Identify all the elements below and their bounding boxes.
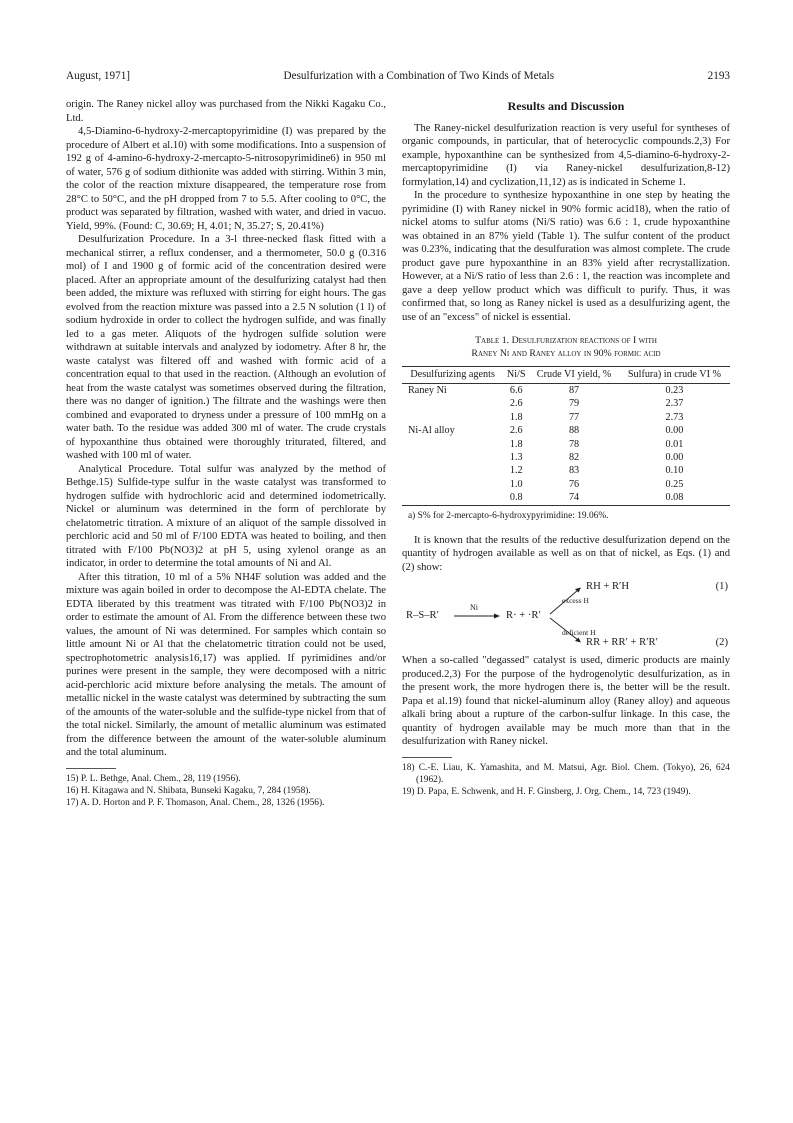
table-cell: 0.10 — [665, 465, 684, 477]
table-cell: 1.0 — [509, 478, 523, 490]
footnotes — [402, 762, 730, 798]
table-note: a) S% for 2-mercapto-6-hydroxypyrimidine: 19.06%. — [408, 511, 609, 522]
scheme-intermediate: R· + ·R′ — [506, 610, 541, 622]
table-row — [402, 465, 730, 478]
table-cell: 88 — [568, 425, 580, 437]
table-cell: 82 — [568, 451, 580, 463]
paragraph: The Raney-nickel desulfurization reaction is very useful for syntheses of organic compounds, in particular, that of heterocyclic compounds.2,3) For example, hypoxanthine can be synthesized from 4,5-diamino-6-hydroxy-2-mercaptopyrimidine (I) via Raney-nickel desulfurization,8-12) formylation,14) and cyclization,11,12) as is indicated in Scheme 1. — [402, 122, 730, 188]
table-row — [402, 492, 730, 506]
table-cell: Ni-Al alloy — [408, 425, 455, 437]
table-cell: 79 — [568, 398, 580, 410]
section-heading: Results and Discussion — [507, 99, 625, 113]
paragraph: It is known that the results of the reductive desulfurization depend on the quantity of hydrogen available as well as on that of nickel, as Eqs. (1) and (2) show: — [402, 534, 730, 573]
table-caption-line: Table 1. Desulfurization reactions of I with — [475, 335, 657, 346]
footnote: 18) C.-E. Liau, K. Yamashita, and M. Matsui, Agr. Biol. Chem. (Tokyo), 26, 624 (1962). — [402, 762, 730, 785]
table-cell: 0.8 — [509, 492, 523, 504]
scheme-catalyst: Ni — [470, 603, 478, 613]
scheme-product-2: RR + RR′ + R′R′ — [586, 637, 658, 649]
table-cell: 0.25 — [665, 478, 684, 490]
scheme-excess-label: excess H — [562, 596, 589, 606]
footnotes — [66, 773, 386, 809]
table-cell: 77 — [568, 411, 580, 423]
table-cell — [402, 398, 503, 411]
table-row — [402, 438, 730, 451]
results-table — [402, 366, 730, 506]
table-row — [402, 451, 730, 464]
table-cell: 74 — [568, 492, 580, 504]
table-row — [402, 478, 730, 491]
table-cell: 0.08 — [665, 492, 684, 504]
footnote: 15) P. L. Bethge, Anal. Chem., 28, 119 (1956). — [66, 773, 241, 784]
table-cell: 0.00 — [665, 451, 684, 463]
paragraph: When a so-called "degassed" catalyst is used, dimeric products are mainly produced.2,3) For the purpose of the hydrogenolytic desulfurization, as in the present work, the more hydrogen there is, the better will be the result. Papa et al.19) found that nickel-aluminum alloy (Raney alloy) and aqueous alkali bring about a rupture of the carbon-sulfur linkage. In this case, the quantity of hydrogen available may be much more than that in the desulfurization with Raney nickel. — [402, 655, 730, 748]
footnote: 19) D. Papa, E. Schwenk, and H. F. Ginsberg, J. Org. Chem., 14, 723 (1949). — [402, 786, 691, 797]
table-cell: 2.6 — [509, 425, 523, 437]
table-cell: 1.3 — [509, 451, 523, 463]
table-cell: 0.01 — [665, 438, 684, 450]
paragraph: Analytical Procedure. Total sulfur was analyzed by the method of Bethge.15) Sulfide-type sulfur in the waste catalyst was transformed to hydrogen sulfide with hydrochloric acid and determined iodometrically. Nickel or aluminum was determined in the form of perchlorate by chelatometric titration. A mixture of an aliquot of the sample dissolved in perchloric acid and 50 ml of F/100 EDTA was heated to boiling, and then titrated with F/100 Pb(NO3)2 at pH 5, using xylenol orange as an indicator, in order to determine the total amounts of Ni and Al. — [66, 463, 386, 569]
table-cell — [402, 465, 503, 478]
footnote: 17) A. D. Horton and P. F. Thomason, Anal. Chem., 28, 1326 (1956). — [66, 797, 325, 808]
table-cell: 1.2 — [509, 465, 523, 477]
table-cell — [402, 492, 503, 506]
table-cell: 0.23 — [665, 384, 684, 396]
table-cell: 0.00 — [665, 425, 684, 437]
paragraph: Desulfurization Procedure. In a 3-l three-necked flask fitted with a mechanical stirrer, a reflux condenser, and a thermometer, 50.0 g (0.316 mol) of I and 1900 g of formic acid of the concentration desired were placed. After an appropriate amount of the desulfurizing catalyst had then been added, the mixture was refluxed with stirring for eight hours. The gas evolved from the reaction mixture was passed into a 2.5 N solution (1 l) of sodium hydroxide in order to collect the hydrogen sulfide, and was finally led to a gas meter. Aliquots of the hydrogen sulfide solution were withdrawn at suitable intervals and analyzed by iodometry. After 8 hr, the waste catalyst was filtered off and washed with formic acid of a concentration equal to that used in the reaction. (Although an evolution of heat from the waste catalyst was sometimes observed during the filtration, there was no danger of ignition.) The filtrate and the washings were then combined and evaporated to dryness under a pressure of 100 mmHg on a water bath. To the residue was added 300 ml of water. The crude crystals of hypoxanthine thus obtained were thoroughly triturated, filtered, and washed with 100 ml of water. — [66, 234, 386, 461]
scheme-deficient-label: deficient H — [562, 628, 596, 638]
header-date: August, 1971] — [66, 70, 131, 82]
left-column — [66, 98, 386, 809]
equation-number-1: (1) — [715, 581, 728, 593]
scheme-reactant: R–S–R′ — [406, 610, 439, 622]
footnote: 16) H. Kitagawa and N. Shibata, Bunseki Kagaku, 7, 284 (1958). — [66, 785, 311, 796]
table-row — [402, 398, 730, 411]
table-cell: Raney Ni — [408, 384, 447, 396]
table-cell — [402, 478, 503, 491]
table-cell: 1.8 — [509, 438, 523, 450]
paragraph: In the procedure to synthesize hypoxanthine in one step by heating the pyrimidine (I) with Raney nickel in 90% formic acid18), when the ratio of nickel atoms to sulfur atoms (Ni/S ratio) was 6.6 : 1, crude hypoxanthine was obtained in an 87% yield (Table 1). The sulfur content of the product was 0.23%, indicating that the desulfuration was almost complete. The crude product gave pure hypoxanthine in an 83% yield after recrystallization. However, at a Ni/S ratio of less than 2.6 : 1, the reaction was incomplete and gave a deep yellow product which was difficult to purify. Thus, it was confirmed that, so long as Raney nickel is used as a desulfurizing agent, the use of an "excess" of nickel is essential. — [402, 190, 730, 323]
table-header: Crude VI yield, % — [536, 369, 612, 380]
table-header: Sulfura) in crude VI % — [627, 369, 722, 380]
table-cell: 76 — [568, 478, 580, 490]
table-cell: 83 — [568, 465, 580, 477]
table-caption — [402, 334, 730, 360]
table-cell — [402, 411, 503, 424]
table-cell: 2.37 — [665, 398, 684, 410]
table-cell — [402, 438, 503, 451]
table-cell: 78 — [568, 438, 580, 450]
equation-number-2: (2) — [715, 637, 728, 649]
right-column — [402, 98, 730, 798]
header-title: Desulfurization with a Combination of Two Kinds of Metals — [283, 70, 555, 82]
scheme-product-1: RH + R′H — [586, 581, 630, 593]
running-header — [66, 70, 730, 84]
paragraph: 4,5-Diamino-6-hydroxy-2-mercaptopyrimidine (I) was prepared by the procedure of Albert et al.10) with some modifications. Into a suspension of 192 g of 4-amino-6-hydroxy-2-mercapto-5-nitrosopyrimidine6) in 950 ml of water, 576 g of sodium dithionite was added with stirring. Within 3 min, the color of the reaction mixture disappeared, the temperature rose from 28°C to 50°C, and the pH dropped from 7 to 5.5. After cooling to 0°C, the product was separated by filtration, washed with water, and dried in vacuo. Yield, 99%. (Found: C, 30.69; H, 4.01; N, 35.27; S, 20.41%) — [66, 126, 386, 232]
table-row — [402, 425, 730, 438]
reaction-scheme — [402, 578, 730, 648]
table-header: Ni/S — [506, 369, 526, 380]
table-row — [402, 411, 730, 424]
table-cell: 2.6 — [509, 398, 523, 410]
table-cell — [402, 451, 503, 464]
table-row — [402, 384, 730, 398]
table-cell: 87 — [568, 384, 580, 396]
paragraph: After this titration, 10 ml of a 5% NH4F solution was added and the mixture was again boiled in order to decompose the Al-EDTA chelate. The EDTA liberated by this treatment was titrated with F/100 Pb(NO3)2 in order to estimate the amount of Al. From the difference between these two values, the amount of Ni was determined. For samples which contain so little amount Ni or Al that the chelatometric titration could not be used, spectrophotometric analysis16,17) was applied. If pyrimidines and/or purines were present in the sample, they were decomposed with a nitric acid-perchloric acid mixture before analysing the metals. The amount of metallic nickel in the waste catalyst was determined by subtracting the sum of the amounts of the water-soluble and the sulfide-type nickel from that of the total nickel. Similarly, the amount of metallic aluminum was estimated from the difference between the amount of the water-soluble aluminum and the total aluminum. — [66, 571, 386, 758]
table-caption-line: Raney Ni and Raney alloy in 90% formic acid — [471, 348, 661, 359]
table-cell: 2.73 — [665, 411, 684, 423]
paragraph: origin. The Raney nickel alloy was purchased from the Nikki Kagaku Co., Ltd. — [66, 99, 386, 124]
table-header: Desulfurizing agents — [410, 369, 495, 380]
table-header-row — [402, 367, 730, 384]
table-body — [402, 384, 730, 506]
table-cell: 6.6 — [509, 384, 523, 396]
footnote-rule — [402, 757, 452, 758]
table-cell: 1.8 — [509, 411, 523, 423]
footnote-rule — [66, 768, 116, 769]
page-number: 2193 — [707, 70, 730, 82]
